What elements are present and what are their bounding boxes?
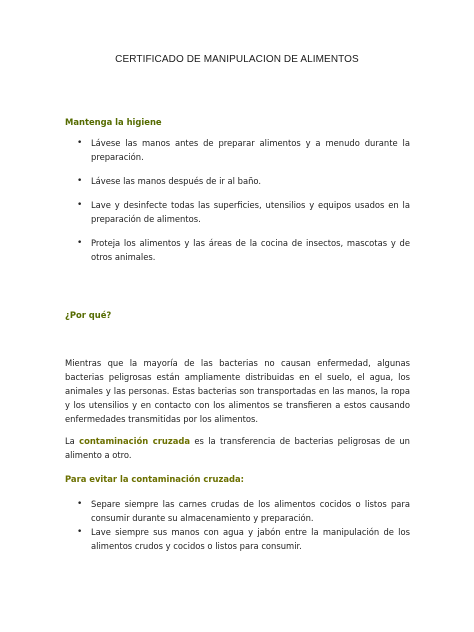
list-item-text: Lave y desinfecte todas las superficies, utensilios y equipos usados en la preparación de alimentos. <box>91 200 410 224</box>
list-item <box>65 198 410 226</box>
intro-suffix: es la transferencia de bacterias peligrosas de un alimento a otro. <box>65 436 410 460</box>
bullet-icon: • <box>77 138 83 148</box>
bullet-icon: • <box>77 499 83 509</box>
section-heading-why: ¿Por qué? <box>65 310 112 320</box>
prevention-bullet-list <box>65 497 410 553</box>
hygiene-bullet-list <box>65 136 410 264</box>
list-item-text: Lávese las manos antes de preparar alimentos y a menudo durante la preparación. <box>91 138 410 162</box>
list-item-text: Separe siempre las carnes crudas de los alimentos cocidos o listos para consumir durante su almacenamiento y preparación. <box>91 499 410 523</box>
section-heading-hygiene: Mantenga la higiene <box>65 117 162 127</box>
cross-contamination-intro <box>65 434 410 462</box>
list-item-text: Proteja los alimentos y las áreas de la cocina de insectos, mascotas y de otros animales. <box>91 238 410 262</box>
list-item <box>65 525 410 553</box>
intro-prefix: La <box>65 436 80 446</box>
list-item-text: Lave siempre sus manos con agua y jabón entre la manipulación de los alimentos crudos y cocidos o listos para consumir. <box>91 527 410 551</box>
cross-contamination-term: contaminación cruzada <box>79 436 191 446</box>
bullet-icon: • <box>77 238 83 248</box>
bullet-icon: • <box>77 527 83 537</box>
prevention-subheading: Para evitar la contaminación cruzada: <box>65 474 245 484</box>
list-item <box>65 174 410 188</box>
list-item <box>65 136 410 164</box>
list-item-text: Lávese las manos después de ir al baño. <box>91 176 262 186</box>
list-item <box>65 497 410 525</box>
bullet-icon: • <box>77 176 83 186</box>
why-paragraph: Mientras que la mayoría de las bacterias no causan enfermedad, algunas bacterias peligrosas están ampliamente distribuidas en el suelo, el agua, los animales y las personas. Estas bacterias son transportadas en las manos, la ropa y los utensilios y en contacto con los alimentos se transfieren a estos causando enfermedades transmitidas por los alimentos. <box>65 358 410 424</box>
list-item <box>65 236 410 264</box>
document-title: CERTIFICADO DE MANIPULACION DE ALIMENTOS <box>115 54 359 65</box>
bullet-icon: • <box>77 200 83 210</box>
